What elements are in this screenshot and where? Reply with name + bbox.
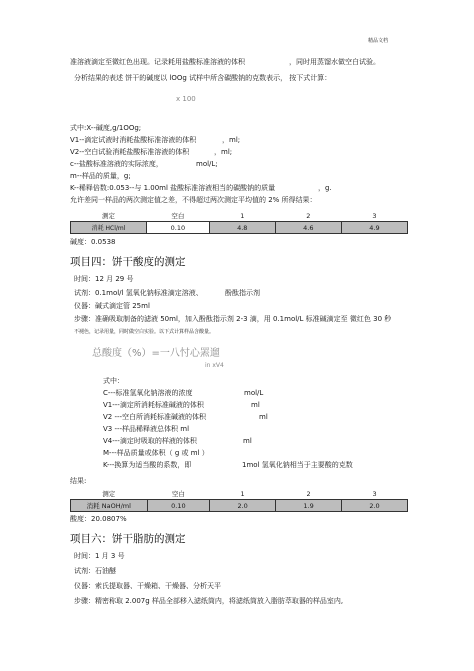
variable-unit: ml [243,437,252,445]
variable-definition: V1--滴定试液时消耗盐酸标准溶液的体积 [70,136,197,144]
variable-unit: ，ml; [214,148,233,156]
section-title: 项目六：饼干脂肪的测定 [70,533,186,545]
variable-unit: ，ml; [222,136,241,144]
formula-text: 总酸度（%）=一八忖心罴遛 [92,348,220,359]
paragraph-line: 分析结果的表述 饼干的碱度以 lOOg 试样中所含碳酸钠的克数表示， 按下式计算： [74,74,332,82]
result-label: 结果: [70,477,87,485]
alkalinity-table [70,210,408,234]
time-line: 时间：12 月 29 号 [74,275,134,283]
steps-line: 步骤：准确吸取制备的滤液 50ml，加入酚酞指示剂 2-3 滴，用 0.1mol/L 标准碱滴定至 微红色 30 秒 [74,315,392,323]
table-header-cell: 测定 [102,212,116,220]
paragraph-line-tail: ，同时用蒸馏水做空白试验。 [289,58,380,66]
variable-unit: ，g. [318,184,332,192]
apparatus-line: 仪器：索氏提取器、干燥箱、干燥器、分析天平 [74,582,221,590]
table-header-cell: 3 [372,489,377,498]
reagent-line: 试剂：石油醚 [74,567,116,575]
variable-definition: V3 ---样品稀释液总体积 ml [103,425,190,433]
variable-definition: V4---滴定时吸取的样液的体积 [103,437,197,445]
time-line: 时间：1 月 3 号 [74,552,125,560]
paragraph-line: 准溶液滴定至微红色出现。记录耗用盐酸标准溶液的体积 [70,58,245,66]
acidity-table [70,488,408,512]
table-header-cell: 1 [240,489,245,498]
table-header-cell: 空白 [171,490,185,498]
result-text: 碱度：0.0538 [70,238,116,246]
header-label: 精品文档 [368,38,389,44]
vars-title: 式中： [103,377,124,385]
variable-unit: ml [259,413,268,421]
table-cell: 4.8 [209,222,275,234]
indicator-text: 酚酞指示剂 [225,289,260,297]
variable-unit: mol/L; [196,160,218,168]
table-cell: 4.9 [341,222,407,234]
table-header-row [71,488,408,500]
variable-definition: m--样品的质量，g; [70,172,131,180]
variable-definition: 式中:X--碱度,g/1OOg; [70,124,142,132]
table-header-cell: 测定 [102,490,116,498]
variable-definition: K--稀释倍数:0.053--与 1.00ml 盐酸标准溶液相当的碳酸钠的质量 [70,184,276,192]
variable-definition: V2 ---空白所消耗标准碱液的体积 [103,413,207,421]
table-header-cell: 2 [306,489,311,498]
formula-fragment: x 100 [176,95,196,103]
table-row-label: 消耗 HCl/ml [71,222,147,234]
table-row [71,222,408,234]
table-header-row [71,210,408,222]
table-cell: 0.10 [147,222,210,234]
table-cell: 2.0 [210,500,276,512]
table-header-cell: 3 [372,211,377,220]
variable-definition: C---标准氢氧化钠溶液的浓度 [103,389,193,397]
section-title: 项目四：饼干酸度的测定 [70,256,186,268]
result-text: 酸度：20.0807% [70,515,127,523]
table-cell: 1.9 [276,500,342,512]
variable-definition: M---样品质量或体积（ g 或 ml ） [103,449,209,457]
table-header-cell: 2 [306,211,311,220]
variable-definition: c--盐酸标准溶液的实际浓度， [70,160,163,168]
table-header-cell: 1 [240,211,245,220]
steps-line: 步骤：精密称取 2.007g 样品全部移入滤纸筒内，将滤纸筒放入脂肪萃取器的样品室内, [74,597,344,605]
table-row [71,500,408,512]
table-cell: 4.6 [275,222,341,234]
table-cell: 0.10 [147,500,210,512]
table-cell: 2.0 [342,500,408,512]
variable-definition-tail: 1mol 氢氧化钠相当于主要酸的克数 [242,461,353,469]
variable-unit: ml [251,401,260,409]
variable-definition: V2--空白试验消耗盐酸标准溶液的体积 [70,148,190,156]
apparatus-line: 仪器：碱式滴定管 25ml [74,302,150,310]
reagent-line: 试剂：0.1mol/l 氢氧化钠标准滴定溶液、 [74,289,203,297]
variable-unit: mol/L [244,389,264,397]
tolerance-note: 允许差同一样品的两次测定值之差，不得超过两次测定平均值的 2% 所得结果： [70,196,317,204]
table-header-cell: 空白 [171,212,185,220]
table-row-label: 消耗 NaOH/ml [71,500,148,512]
formula-subscript: in xV4 [205,362,224,369]
variable-definition: V1---滴定所消耗标准碱液的体积 [103,401,204,409]
steps-line: 不褪色，记录用量，同时做空白实验。以下式计算样品含酸量。 [74,329,215,335]
variable-definition: K---换算为适当酸的系数，即 [103,461,192,469]
